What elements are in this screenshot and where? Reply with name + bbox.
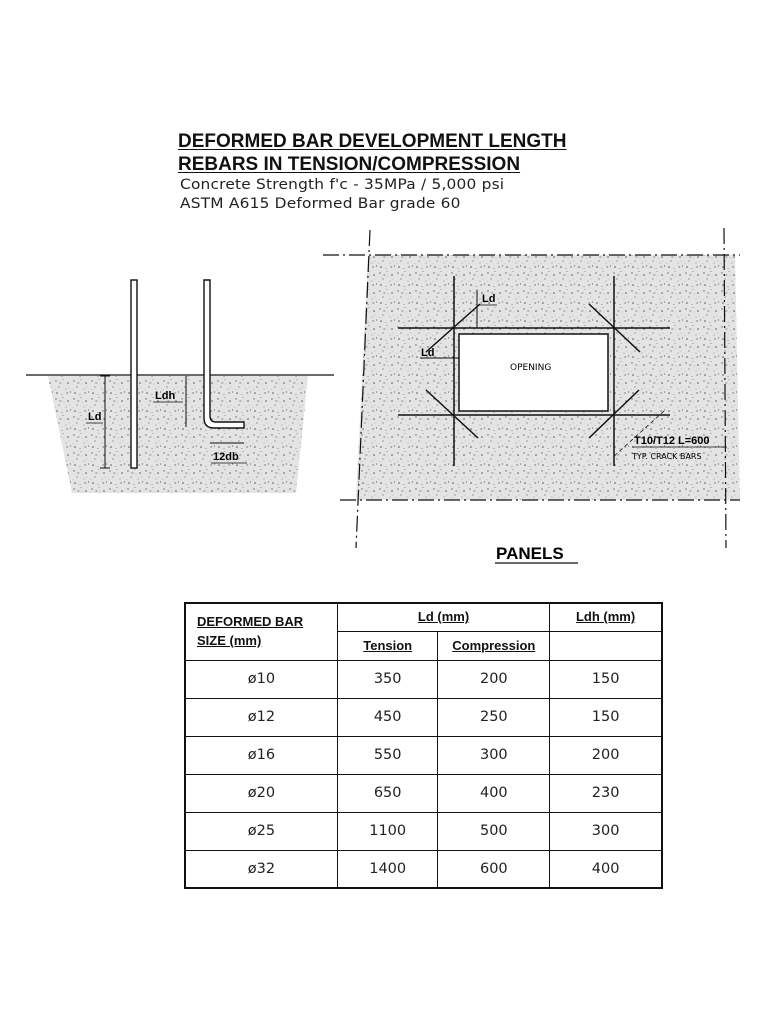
table-row bbox=[185, 774, 662, 812]
ld-left-label: Ld bbox=[421, 347, 435, 359]
development-length-table bbox=[184, 602, 663, 889]
tension-cell: 1100 bbox=[337, 812, 438, 850]
tension-header: Tension bbox=[337, 631, 438, 660]
compression-cell: 500 bbox=[438, 812, 550, 850]
hook-length-label: 12db bbox=[213, 451, 239, 463]
table-row bbox=[185, 736, 662, 774]
bar-size-cell: ø16 bbox=[185, 736, 337, 774]
bar-size-cell: ø12 bbox=[185, 698, 337, 736]
compression-cell: 200 bbox=[438, 660, 550, 698]
subtitle-concrete-strength: Concrete Strength f'c - 35MPa / 5,000 psi bbox=[180, 177, 505, 193]
tension-cell: 650 bbox=[337, 774, 438, 812]
ldh-label: Ldh bbox=[155, 390, 176, 402]
bar-size-cell: ø32 bbox=[185, 850, 337, 888]
panel-detail bbox=[323, 228, 740, 563]
ld-label: Ld bbox=[88, 411, 102, 423]
compression-cell: 600 bbox=[438, 850, 550, 888]
footing-concrete bbox=[48, 376, 308, 493]
compression-cell: 400 bbox=[438, 774, 550, 812]
crack-bar-note: TYP. CRACK BARS bbox=[632, 452, 702, 461]
table-row bbox=[185, 850, 662, 888]
ld-header: Ld (mm) bbox=[337, 603, 549, 631]
title-line-1: DEFORMED BAR DEVELOPMENT LENGTH bbox=[178, 131, 567, 152]
bar-size-cell: ø20 bbox=[185, 774, 337, 812]
table-row bbox=[185, 812, 662, 850]
ldh-cell: 200 bbox=[550, 736, 662, 774]
tension-cell: 350 bbox=[337, 660, 438, 698]
tension-cell: 450 bbox=[337, 698, 438, 736]
bar-size-header: DEFORMED BAR SIZE (mm) bbox=[185, 603, 337, 660]
tension-cell: 550 bbox=[337, 736, 438, 774]
title-line-2: REBARS IN TENSION/COMPRESSION bbox=[178, 154, 521, 175]
compression-cell: 250 bbox=[438, 698, 550, 736]
compression-cell: 300 bbox=[438, 736, 550, 774]
ld-top-label: Ld bbox=[482, 293, 496, 305]
ldh-cell: 150 bbox=[550, 660, 662, 698]
ldh-cell: 300 bbox=[550, 812, 662, 850]
panels-title: PANELS bbox=[496, 544, 564, 563]
tension-cell: 1400 bbox=[337, 850, 438, 888]
ldh-header: Ldh (mm) bbox=[550, 603, 662, 631]
straight-bar bbox=[131, 280, 137, 468]
compression-header: Compression bbox=[438, 631, 550, 660]
opening-label: OPENING bbox=[510, 363, 552, 373]
bar-size-cell: ø25 bbox=[185, 812, 337, 850]
ldh-cell: 230 bbox=[550, 774, 662, 812]
ldh-cell: 400 bbox=[550, 850, 662, 888]
ldh-cell: 150 bbox=[550, 698, 662, 736]
table-row bbox=[185, 698, 662, 736]
crack-bar-spec: T10/T12 L=600 bbox=[634, 435, 710, 447]
ldh-subheader-empty bbox=[550, 631, 662, 660]
footing-detail bbox=[26, 280, 334, 493]
bar-size-cell: ø10 bbox=[185, 660, 337, 698]
table-row bbox=[185, 660, 662, 698]
subtitle-bar-grade: ASTM A615 Deformed Bar grade 60 bbox=[180, 196, 461, 212]
